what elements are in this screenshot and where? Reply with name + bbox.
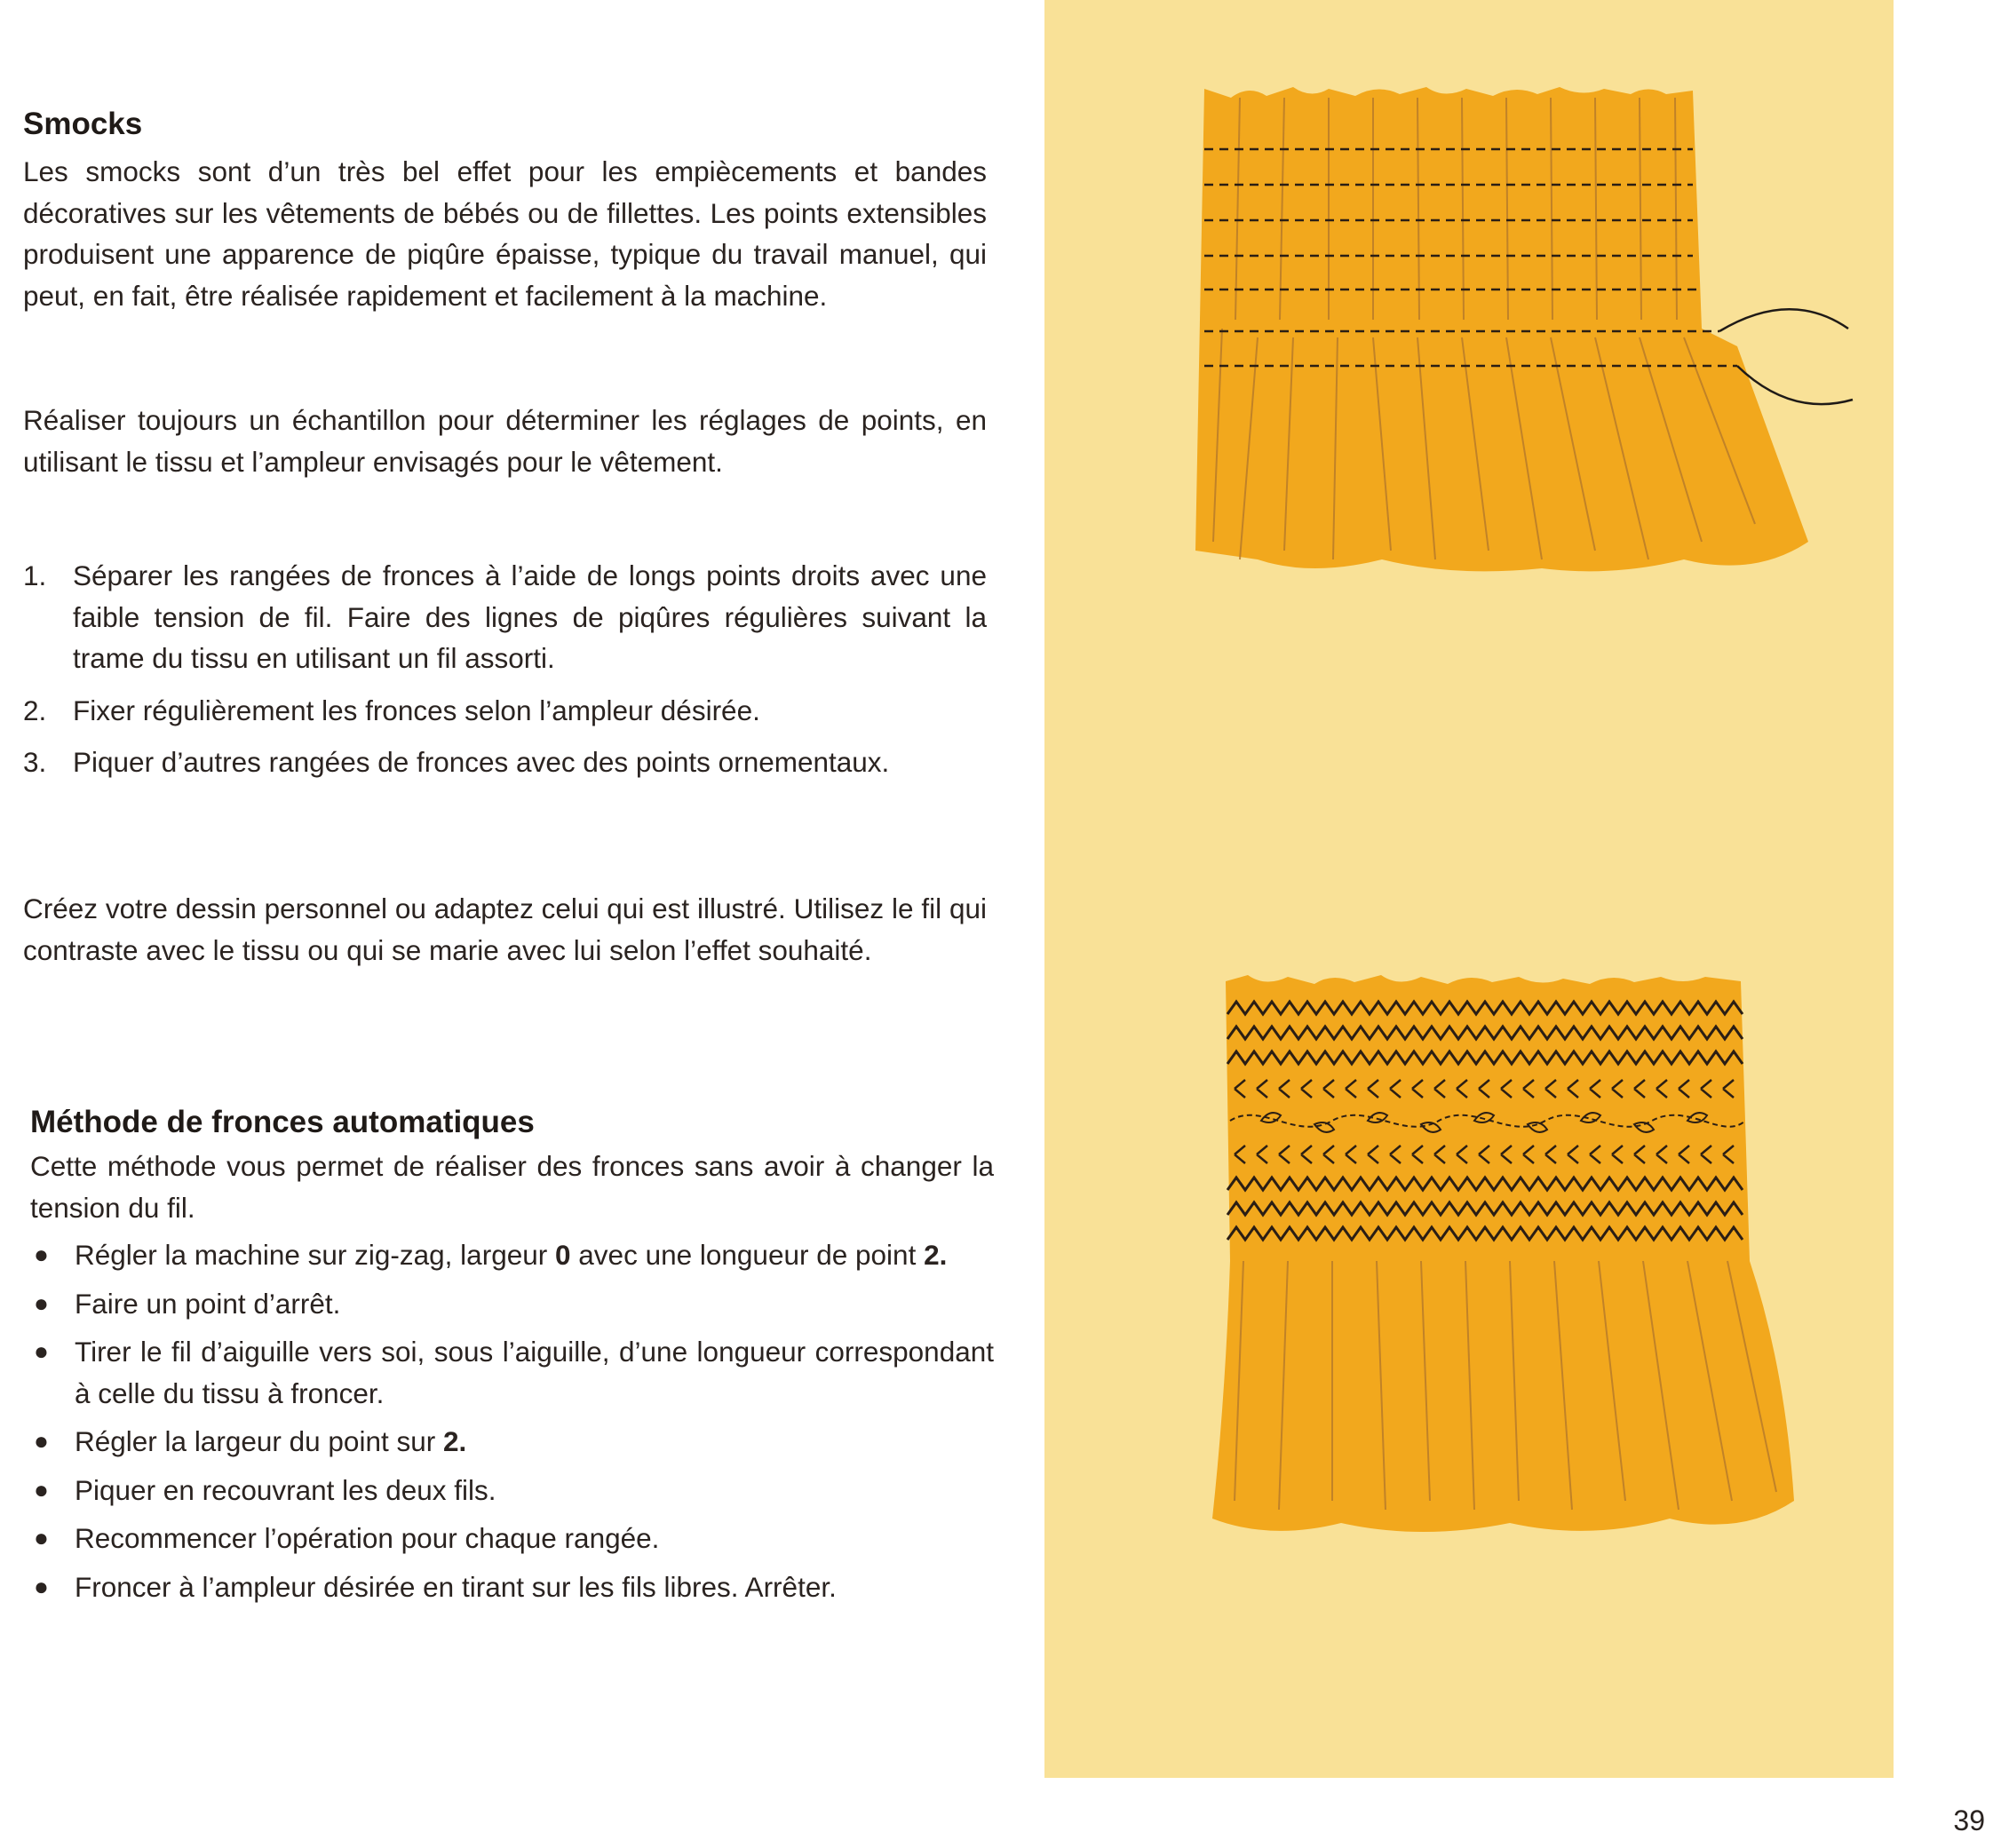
bullet-item (30, 1421, 994, 1463)
section-title-method: Méthode de fronces automatiques (30, 1105, 535, 1139)
bullet-icon: ● (34, 1241, 49, 1268)
step-item (23, 742, 987, 783)
bullet-item (30, 1566, 994, 1608)
finished-smocking-illustration (1208, 968, 1812, 1563)
page-number: 39 (1953, 1804, 1985, 1836)
gathering-threads-illustration (1187, 80, 1862, 684)
smocks-intro-paragraph: Les smocks sont d’un très bel effet pour les empiècements et bandes décoratives sur les vêtements de bébés ou de fillettes. Les points extensibles produisent une apparence de piqûre épaisse, typique du travail manuel, qui peut, en fait, être réalisée rapidement et facilement à la machine. (23, 155, 987, 312)
bullet-icon: ● (34, 1524, 49, 1551)
bullet-bold-value: 0 (555, 1239, 571, 1271)
step-item (23, 555, 987, 679)
smocks-steps-list (23, 555, 987, 794)
step-number: 1. (23, 559, 47, 591)
step-item (23, 690, 987, 732)
bullet-item (30, 1518, 994, 1559)
bullet-icon: ● (34, 1337, 49, 1365)
fabric-swatch-top (1195, 87, 1808, 571)
step-text: Fixer régulièrement les fronces selon l’ampleur désirée. (73, 694, 760, 726)
bullet-text: Tirer le fil d’aiguille vers soi, sous l’aiguille, d’une longueur correspondant à celle du tissu à froncer. (75, 1336, 994, 1409)
step-text: Séparer les rangées de fronces à l’aide de longs points droits avec une faible tension de fil. Faire des lignes de piqûres régulières suivant la trame du tissu en utilisant un fil assorti. (73, 559, 987, 674)
bullet-icon: ● (34, 1475, 49, 1503)
bullet-item (30, 1470, 994, 1511)
bullet-icon: ● (34, 1572, 49, 1600)
step-number: 2. (23, 694, 47, 726)
step-text: Piquer d’autres rangées de fronces avec des points ornementaux. (73, 746, 890, 778)
bullet-bold-value: 2. (924, 1239, 948, 1271)
step-number: 3. (23, 746, 47, 778)
bullet-bold-value: 2. (442, 1425, 467, 1457)
bullet-text: Faire un point d’arrêt. (75, 1287, 341, 1320)
bullet-text-pre: Régler la machine sur zig-zag, largeur (75, 1239, 555, 1271)
sample-note-paragraph: Réaliser toujours un échantillon pour déterminer les réglages de points, en utilisant le tissu et l’ampleur envisagés pour le vêtement. (23, 404, 987, 478)
method-bullets-list (30, 1234, 994, 1614)
bullet-item (30, 1283, 994, 1325)
section-title-smocks: Smocks (23, 107, 143, 141)
bullet-text-pre: Régler la largeur du point sur (75, 1425, 443, 1457)
bullet-text: Froncer à l’ampleur désirée en tirant sur les fils libres. Arrêter. (75, 1570, 837, 1603)
bullet-item (30, 1331, 994, 1414)
bullet-text-mid: avec une longueur de point (570, 1239, 925, 1271)
bullet-icon: ● (34, 1289, 49, 1317)
bullet-item (30, 1234, 994, 1276)
bullet-icon: ● (34, 1427, 49, 1455)
create-design-paragraph: Créez votre dessin personnel ou adaptez celui qui est illustré. Utilisez le fil qui contraste avec le tissu ou qui se marie avec lui selon l’effet souhaité. (23, 892, 987, 966)
bullet-text: Piquer en recouvrant les deux fils. (75, 1473, 496, 1506)
bullet-text: Recommencer l’opération pour chaque rangée. (75, 1522, 660, 1554)
method-intro-paragraph: Cette méthode vous permet de réaliser des fronces sans avoir à changer la tension du fil. (30, 1150, 994, 1224)
fabric-swatch-bottom (1212, 975, 1794, 1532)
